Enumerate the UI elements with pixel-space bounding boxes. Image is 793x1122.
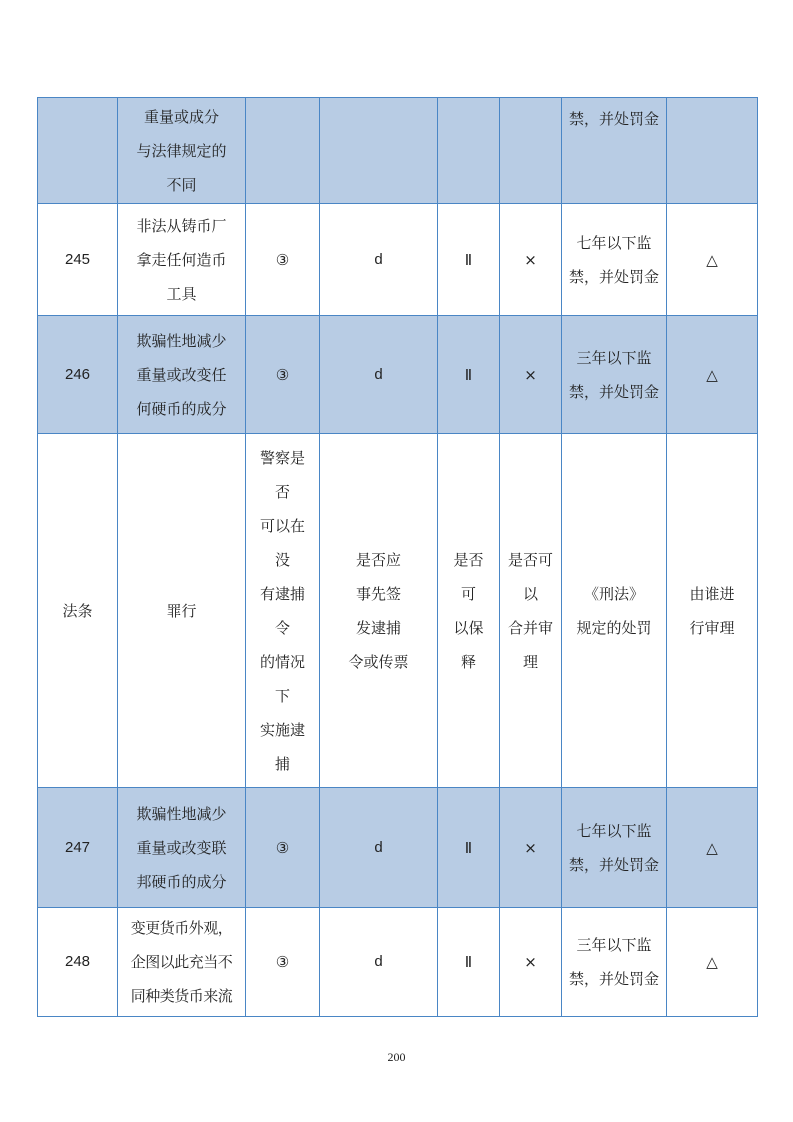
joint-trial-cell: × [500, 788, 562, 908]
penalty-cell: 三年以下监 禁，并处罚金 [562, 908, 667, 1017]
bail-cell: Ⅱ [438, 316, 500, 434]
article-cell: 248 [38, 908, 118, 1017]
header-article: 法条 [38, 434, 118, 788]
arrest-cell: ③ [246, 788, 320, 908]
table-row [38, 908, 758, 1017]
offence-cell: 欺骗性地减少 重量或改变任 何硬币的成分 [118, 316, 246, 434]
offence-cell: 欺骗性地减少 重量或改变联 邦硬币的成分 [118, 788, 246, 908]
joint-trial-cell [500, 98, 562, 204]
warrant-cell: d [320, 204, 438, 316]
warrant-cell: d [320, 908, 438, 1017]
court-cell: △ [667, 908, 758, 1017]
article-cell [38, 98, 118, 204]
header-joint-trial: 是否可 以 合并审 理 [500, 434, 562, 788]
table-header-row [38, 434, 758, 788]
header-court: 由谁进 行审理 [667, 434, 758, 788]
header-bail: 是否 可 以保 释 [438, 434, 500, 788]
header-penalty: 《刑法》 规定的处罚 [562, 434, 667, 788]
header-warrant: 是否应 事先签 发逮捕 令或传票 [320, 434, 438, 788]
offence-cell: 变更货币外观， 企图以此充当不 同种类货币来流 [118, 908, 246, 1017]
arrest-cell: ③ [246, 316, 320, 434]
bail-cell: Ⅱ [438, 204, 500, 316]
court-cell: △ [667, 316, 758, 434]
penalty-cell: 七年以下监 禁，并处罚金 [562, 204, 667, 316]
table-row [38, 204, 758, 316]
joint-trial-cell: × [500, 204, 562, 316]
offence-cell: 重量或成分 与法律规定的 不同 [118, 98, 246, 204]
warrant-cell: d [320, 788, 438, 908]
table-row [38, 788, 758, 908]
table-row [38, 98, 758, 204]
penalty-cell: 七年以下监 禁，并处罚金 [562, 788, 667, 908]
court-cell: △ [667, 788, 758, 908]
page-number: 200 [387, 1050, 406, 1064]
article-cell: 246 [38, 316, 118, 434]
table-row [38, 316, 758, 434]
article-cell: 245 [38, 204, 118, 316]
warrant-cell: d [320, 316, 438, 434]
bail-cell: Ⅱ [438, 788, 500, 908]
bail-cell: Ⅱ [438, 908, 500, 1017]
law-table [37, 97, 758, 1017]
arrest-cell [246, 98, 320, 204]
arrest-cell: ③ [246, 204, 320, 316]
court-cell [667, 98, 758, 204]
arrest-cell: ③ [246, 908, 320, 1017]
warrant-cell [320, 98, 438, 204]
article-cell: 247 [38, 788, 118, 908]
penalty-cell: 三年以下监 禁，并处罚金 [562, 316, 667, 434]
joint-trial-cell: × [500, 908, 562, 1017]
header-offence: 罪行 [118, 434, 246, 788]
offence-cell: 非法从铸币厂 拿走任何造币 工具 [118, 204, 246, 316]
bail-cell [438, 98, 500, 204]
joint-trial-cell: × [500, 316, 562, 434]
penalty-cell: 禁，并处罚金 [562, 98, 667, 204]
header-arrest: 警察是 否 可以在 没 有逮捕 令 的情况 下 实施逮 捕 [246, 434, 320, 788]
court-cell: △ [667, 204, 758, 316]
